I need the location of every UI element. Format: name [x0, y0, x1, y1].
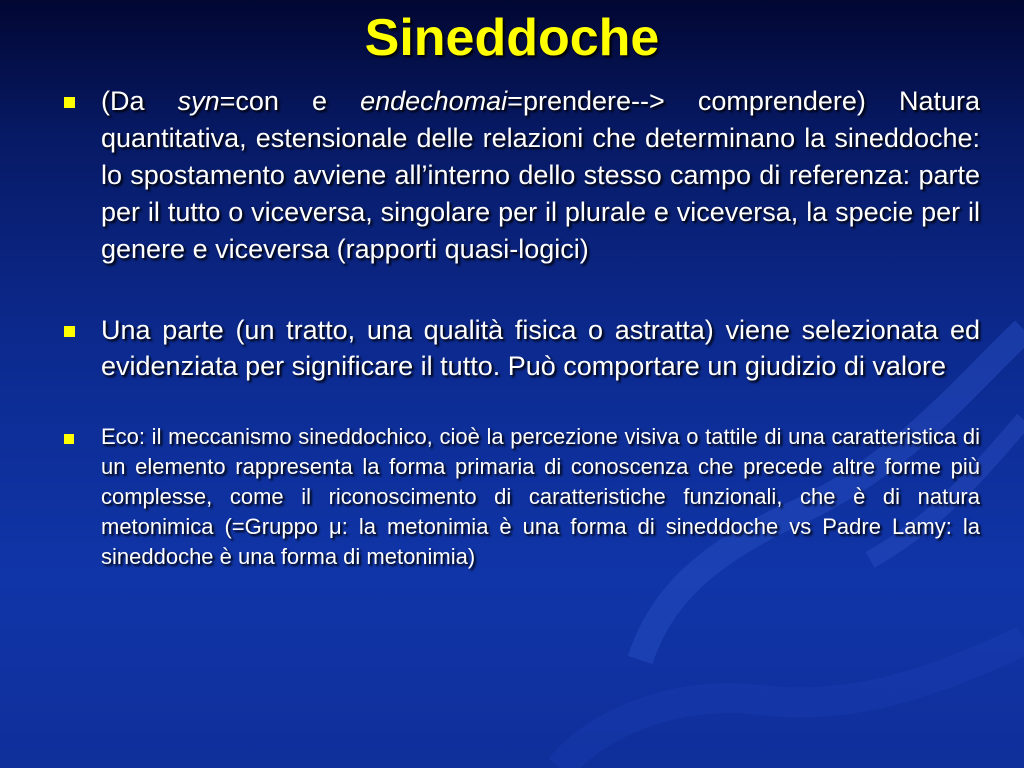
bullet-text	[101, 86, 980, 264]
text-segment: =con e	[219, 86, 361, 116]
square-bullet-icon	[64, 434, 74, 444]
bullet-text: Eco: il meccanismo sineddochico, cioè la percezione visiva o tattile di una caratteristica di un elemento rappresenta la forma primaria di conoscenza che precede altre forme più complesse, come il riconoscimento di caratteristiche funzionali, che è di natura metonimica (=Gruppo μ: la metonimia è una forma di sineddoche vs Padre Lamy: la sineddoche è una forma di metonimia)	[101, 424, 980, 569]
square-bullet-icon	[64, 326, 75, 337]
slide-title: Sineddoche	[364, 9, 660, 67]
bullet-item	[0, 422, 1024, 572]
bullet-item	[0, 83, 1024, 268]
square-bullet-icon	[64, 97, 75, 108]
text-segment: (Da	[101, 86, 178, 116]
italic-term-syn: syn	[177, 86, 220, 116]
italic-term-endechomai: endechomai	[360, 86, 508, 116]
bullet-text: Una parte (un tratto, una qualità fisica o astratta) viene selezionata ed evidenziata per significare il tutto. Può comportare un giudizio di valore	[101, 315, 980, 381]
bullet-item	[0, 312, 1024, 384]
bullet-list	[0, 80, 1024, 572]
text-segment: =prendere--> comprendere) Natura quantitativa, estensionale delle relazioni che determinano la sineddoche: lo spostamento avviene all’interno dello stesso campo di referenza: parte per il tutto o viceversa, singolare per il plurale e viceversa, la specie per il genere e viceversa (rapporti quasi-logici)	[101, 86, 981, 264]
